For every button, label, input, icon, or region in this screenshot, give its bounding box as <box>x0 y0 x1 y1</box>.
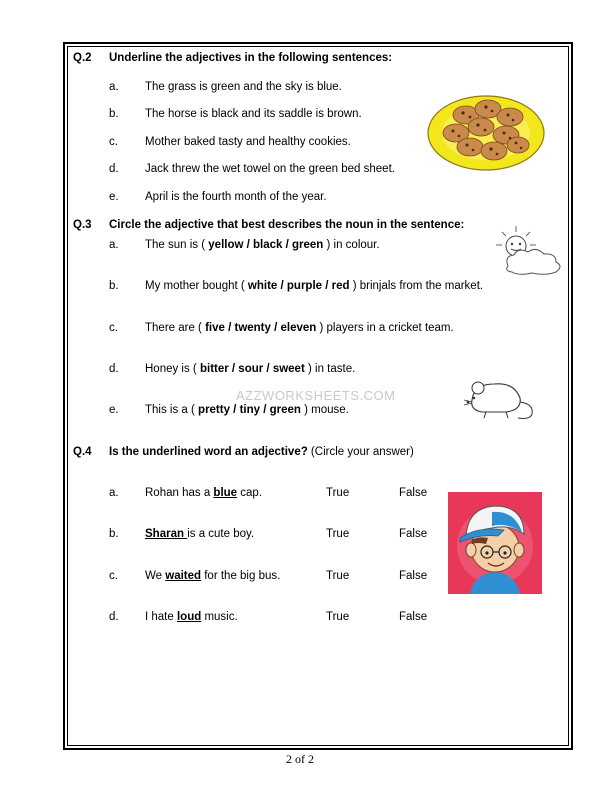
q3-b-options[interactable]: white / purple / red <box>244 280 353 292</box>
sun-cloud-picture <box>494 224 566 278</box>
q3-number: Q.3 <box>73 219 92 231</box>
q4-d-letter: d. <box>109 611 119 623</box>
boy-cap-picture <box>448 492 542 594</box>
q3-heading: Circle the adjective that best describes the noun in the sentence: <box>109 219 465 231</box>
q4-c-letter: c. <box>109 570 118 582</box>
q3-b-letter: b. <box>109 280 119 292</box>
q4-a-false-option[interactable]: False <box>399 487 428 499</box>
q4-c-true-option[interactable]: True <box>326 570 350 582</box>
q4-b-underlined-word: Sharan <box>145 528 188 540</box>
q4-c-false-option[interactable]: False <box>399 570 428 582</box>
q2-d-letter: d. <box>109 163 119 175</box>
q3-a-sentence: The sun is ( yellow / black / green ) in colour. <box>145 239 380 251</box>
q2-a-letter: a. <box>109 81 119 93</box>
q2-b-sentence: The horse is black and its saddle is brown. <box>145 108 362 120</box>
q3-e-options[interactable]: pretty / tiny / green <box>194 404 305 416</box>
q3-d-sentence: Honey is ( bitter / sour / sweet ) in taste. <box>145 363 356 375</box>
q4-d-false-option[interactable]: False <box>399 611 428 623</box>
q2-d-sentence: Jack threw the wet towel on the green bed sheet. <box>145 163 395 175</box>
cookies-plate-picture <box>426 93 546 173</box>
q2-heading: Underline the adjectives in the following sentences: <box>109 52 393 64</box>
page-number: 2 of 2 <box>286 752 314 766</box>
q3-c-options[interactable]: five / twenty / eleven <box>201 322 320 334</box>
q3-c-sentence: There are ( five / twenty / eleven ) players in a cricket team. <box>145 322 454 334</box>
q3-b-sentence: My mother bought ( white / purple / red ) brinjals from the market. <box>145 280 484 292</box>
watermark: AZZWORKSHEETS.COM <box>236 388 396 403</box>
q2-c-sentence: Mother baked tasty and healthy cookies. <box>145 136 351 148</box>
q4-b-letter: b. <box>109 528 119 540</box>
q4-a-underlined-word: blue <box>213 487 238 499</box>
q4-d-sentence: I hate loud music. <box>145 611 238 623</box>
q3-a-options[interactable]: yellow / black / green <box>205 239 327 251</box>
q4-heading: Is the underlined word an adjective? (Circle your answer) <box>109 446 414 458</box>
q2-e-sentence: April is the fourth month of the year. <box>145 191 327 203</box>
q4-c-underlined-word: waited <box>165 570 202 582</box>
q2-c-letter: c. <box>109 136 118 148</box>
q2-b-letter: b. <box>109 108 119 120</box>
q3-e-letter: e. <box>109 404 119 416</box>
q4-d-underlined-word: loud <box>176 611 202 623</box>
q3-c-letter: c. <box>109 322 118 334</box>
q3-d-letter: d. <box>109 363 119 375</box>
q3-d-options[interactable]: bitter / sour / sweet <box>196 363 308 375</box>
q4-number: Q.4 <box>73 446 92 458</box>
q3-e-sentence: This is a ( pretty / tiny / green ) mouse. <box>145 404 349 416</box>
q4-d-true-option[interactable]: True <box>326 611 350 623</box>
q4-b-false-option[interactable]: False <box>399 528 428 540</box>
q4-a-sentence: Rohan has a blue cap. <box>145 487 262 499</box>
q2-a-sentence: The grass is green and the sky is blue. <box>145 81 342 93</box>
q3-a-letter: a. <box>109 239 119 251</box>
q4-c-sentence: We waited for the big bus. <box>145 570 281 582</box>
q4-b-sentence: Sharan is a cute boy. <box>145 528 255 540</box>
q4-a-true-option[interactable]: True <box>326 487 350 499</box>
q4-a-letter: a. <box>109 487 119 499</box>
mouse-picture <box>462 376 538 422</box>
q4-b-true-option[interactable]: True <box>326 528 350 540</box>
q2-number: Q.2 <box>73 52 92 64</box>
q2-e-letter: e. <box>109 191 119 203</box>
